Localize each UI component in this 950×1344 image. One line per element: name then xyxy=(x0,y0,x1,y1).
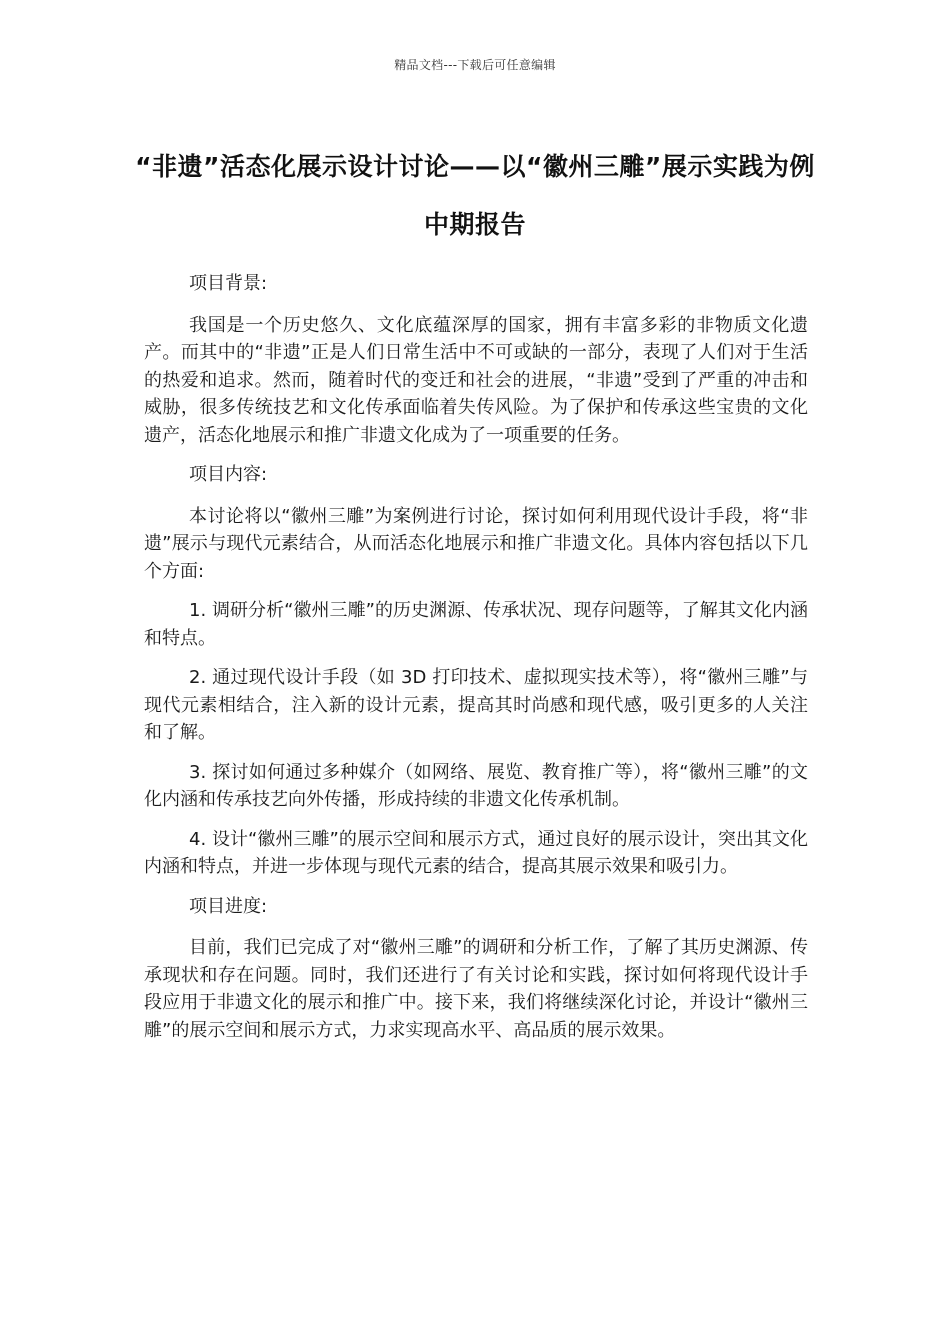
header-note: 精品文档---下载后可任意编辑 xyxy=(394,58,556,72)
section-heading-background: 项目背景: xyxy=(189,273,268,294)
list-item-4: 4. 设计“徽州三雕”的展示空间和展示方式，通过良好的展示设计，突出其文化内涵和特点，并进一步体现与现代元素的结合，提高其展示效果和吸引力。 xyxy=(144,828,808,877)
section-heading-content: 项目内容: xyxy=(189,464,268,485)
paragraph-background: 我国是一个历史悠久、文化底蕴深厚的国家，拥有丰富多彩的非物质文化遗产。而其中的“非遗”正是人们日常生活中不可或缺的一部分，表现了人们对于生活的热爱和追求。然而，随着时代的变迁和社会的进展，“非遗”受到了严重的冲击和威胁，很多传统技艺和文化传承面临着失传风险。为了保护和传承这些宝贵的文化遗产，活态化地展示和推广非遗文化成为了一项重要的任务。 xyxy=(144,314,808,446)
document-body xyxy=(144,270,808,1056)
section-heading-progress: 项目进度: xyxy=(189,895,268,917)
list-item-2: 2. 通过现代设计手段（如 3D 打印技术、虚拟现实技术等），将“徽州三雕”与现代元素相结合，注入新的设计元素，提高其时尚感和现代感，吸引更多的人关注和了解。 xyxy=(144,667,808,743)
list-item-3: 3. 探讨如何通过多种媒介（如网络、展览、教育推广等），将“徽州三雕”的文化内涵和传承技艺向外传播，形成持续的非遗文化传承机制。 xyxy=(144,761,808,810)
paragraph-progress: 目前，我们已完成了对“徽州三雕”的调研和分析工作，了解了其历史渊源、传承现状和存在问题。同时，我们还进行了有关讨论和实践，探讨如何将现代设计手段应用于非遗文化的展示和推广中。接下来，我们将继续深化讨论，并设计“徽州三雕”的展示空间和展示方式，力求实现高水平、高品质的展示效果。 xyxy=(144,937,808,1041)
paragraph-content-intro: 本讨论将以“徽州三雕”为案例进行讨论，探讨如何利用现代设计手段，将“非遗”展示与现代元素结合，从而活态化地展示和推广非遗文化。具体内容包括以下几个方面: xyxy=(144,505,808,582)
document-title: “非遗”活态化展示设计讨论——以“徽州三雕”展示实践为例中期报告 xyxy=(135,152,815,239)
list-item-1: 1. 调研分析“徽州三雕”的历史渊源、传承状况、现存问题等，了解其文化内涵和特点。 xyxy=(144,600,808,649)
